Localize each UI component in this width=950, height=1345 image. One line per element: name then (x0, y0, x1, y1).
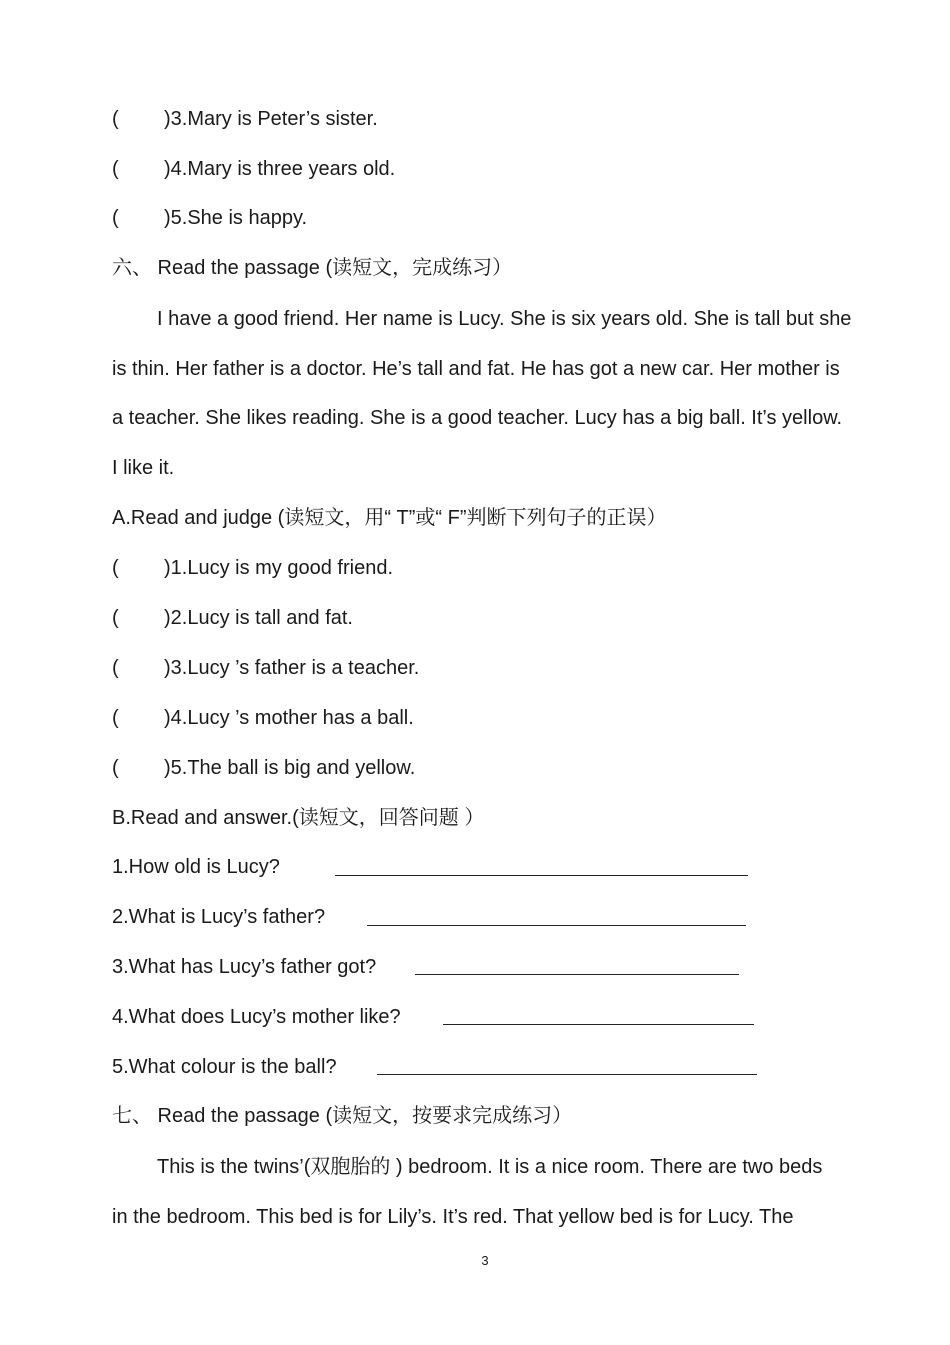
answer-paren[interactable]: ( (112, 757, 119, 779)
question-text: 3.What has Lucy’s father got? (112, 956, 377, 978)
answer-paren[interactable]: ( (112, 707, 119, 729)
answer-blank[interactable] (415, 974, 739, 975)
page-number: 3 (481, 1253, 489, 1268)
answer-paren[interactable]: ( (112, 607, 119, 629)
item-text: )5.She is happy. (164, 207, 308, 229)
passage-line: a teacher. She likes reading. She is a good teacher. Lucy has a big ball. It’s yellow. (112, 407, 843, 429)
section-heading: 七、 Read the passage (读短文，按要求完成练习） (112, 1105, 573, 1127)
answer-paren[interactable]: ( (112, 158, 119, 180)
item-text: )3.Mary is Peter’s sister. (164, 108, 378, 130)
answer-blank[interactable] (335, 875, 748, 876)
question-text: 5.What colour is the ball? (112, 1056, 337, 1078)
judge-item (112, 756, 415, 780)
passage-line: I have a good friend. Her name is Lucy. She is six years old. She is tall but she (157, 308, 852, 330)
judge-item (112, 206, 307, 230)
judge-item (112, 606, 353, 630)
judge-item (112, 107, 378, 131)
question-text: 2.What is Lucy’s father? (112, 906, 326, 928)
question-text: 1.How old is Lucy? (112, 856, 280, 878)
part-a-heading: A.Read and judge (读短文，用“ T”或“ F”判断下列句子的正误） (112, 507, 667, 529)
item-text: )5.The ball is big and yellow. (164, 757, 416, 779)
item-text: )3.Lucy ’s father is a teacher. (164, 657, 420, 679)
answer-blank[interactable] (443, 1024, 754, 1025)
answer-paren[interactable]: ( (112, 108, 119, 130)
judge-item (112, 157, 395, 181)
item-text: )1.Lucy is my good friend. (164, 557, 393, 579)
answer-paren[interactable]: ( (112, 207, 119, 229)
passage-line: I like it. (112, 457, 175, 479)
judge-item (112, 656, 419, 680)
item-text: )4.Mary is three years old. (164, 158, 396, 180)
passage-line: is thin. Her father is a doctor. He’s tall and fat. He has got a new car. Her mother is (112, 358, 840, 380)
answer-paren[interactable]: ( (112, 657, 119, 679)
part-b-heading: B.Read and answer.(读短文，回答问题 ） (112, 807, 485, 829)
judge-item (112, 556, 393, 580)
section-heading: 六、 Read the passage (读短文，完成练习） (112, 257, 513, 279)
judge-item (112, 706, 414, 730)
question-text: 4.What does Lucy’s mother like? (112, 1006, 401, 1028)
answer-paren[interactable]: ( (112, 557, 119, 579)
passage-line: in the bedroom. This bed is for Lily’s. It’s red. That yellow bed is for Lucy. The (112, 1206, 794, 1228)
item-text: )2.Lucy is tall and fat. (164, 607, 353, 629)
passage-line: This is the twins’(双胞胎的 ) bedroom. It is a nice room. There are two beds (157, 1156, 823, 1178)
answer-blank[interactable] (367, 925, 746, 926)
item-text: )4.Lucy ’s mother has a ball. (164, 707, 414, 729)
answer-blank[interactable] (377, 1074, 757, 1075)
